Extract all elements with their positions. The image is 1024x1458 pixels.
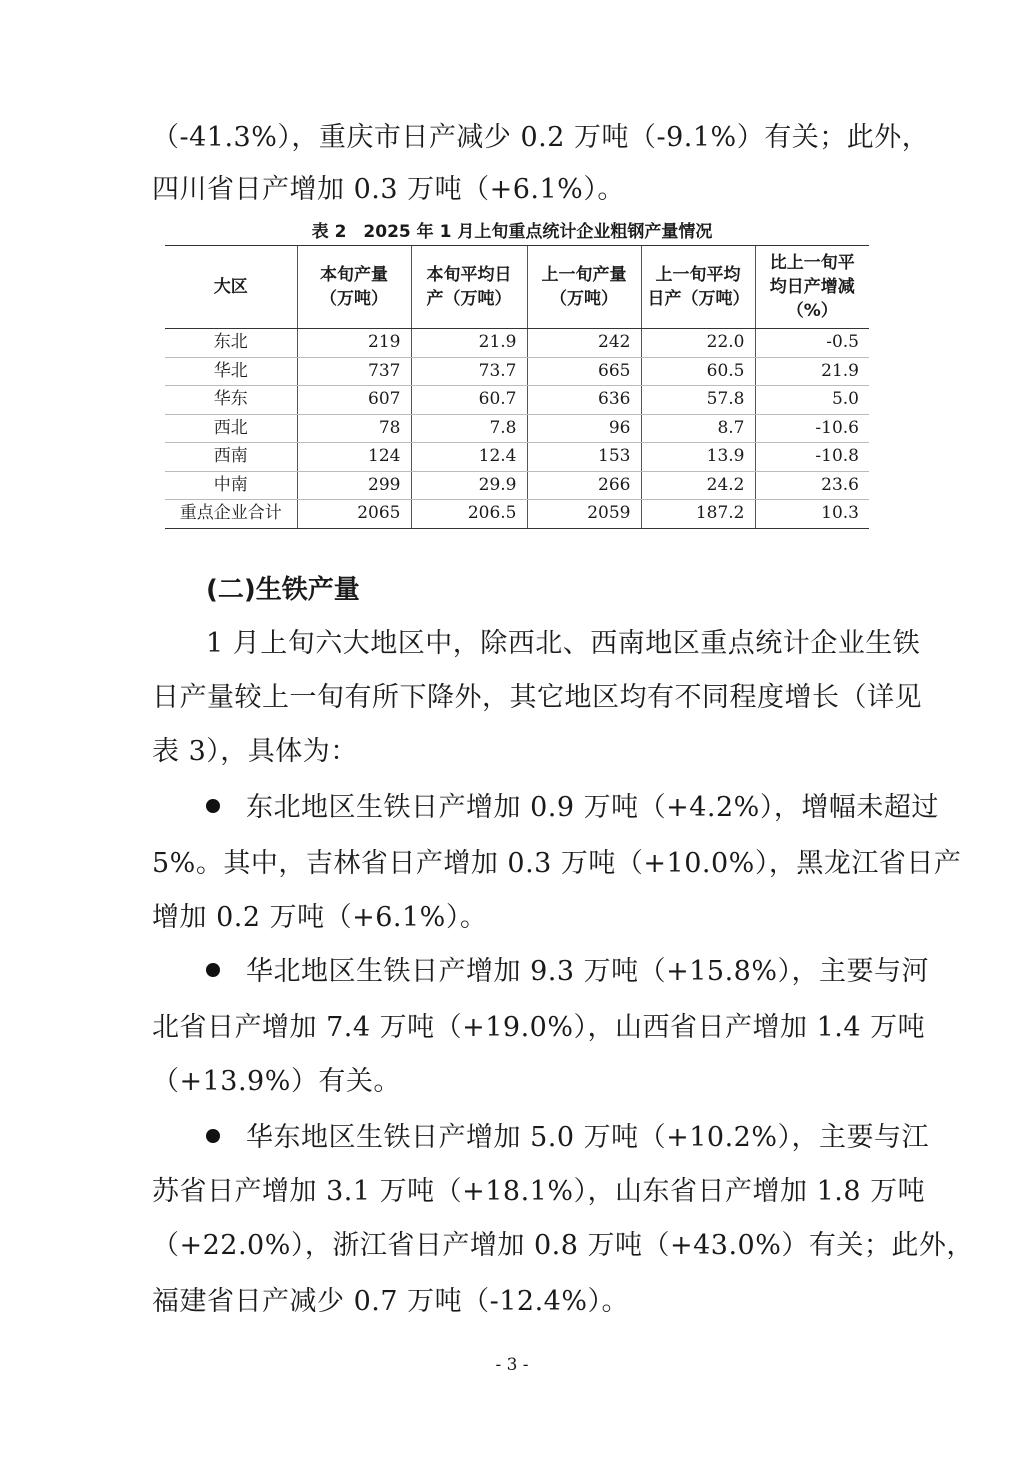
table-row	[165, 357, 869, 386]
cell-previous-avg: 13.9	[641, 443, 755, 472]
table-title: 表 2 2025 年 1 月上旬重点统计企业粗钢产量情况	[311, 222, 713, 242]
cell-previous-avg: 57.8	[641, 386, 755, 415]
cell-previous-avg: 187.2	[641, 500, 755, 529]
paragraph-line: 1 月上旬六大地区中，除西北、西南地区重点统计企业生铁	[206, 628, 921, 659]
table-header-row	[165, 246, 869, 329]
header-change-percent: 比上一旬平 均日产增减 （%）	[755, 246, 869, 329]
cell-change: -10.6	[755, 414, 869, 443]
cell-previous-avg: 8.7	[641, 414, 755, 443]
cell-current: 299	[297, 471, 411, 500]
bullet-text: 华东地区生铁日产增加 5.0 万吨（+10.2%），主要与江	[246, 1122, 929, 1153]
section-heading: (二)生铁产量	[206, 575, 360, 605]
paragraph-line: 增加 0.2 万吨（+6.1%）。	[152, 902, 488, 933]
cell-current-avg: 60.7	[411, 386, 527, 415]
table-row	[165, 329, 869, 358]
cell-region: 西北	[165, 414, 297, 443]
header-previous-daily-avg: 上一旬平均 日产（万吨）	[641, 246, 755, 329]
cell-previous: 636	[527, 386, 641, 415]
cell-previous: 153	[527, 443, 641, 472]
paragraph-line: 表 3），具体为：	[152, 736, 358, 767]
cell-region: 中南	[165, 471, 297, 500]
header-region: 大区	[165, 246, 297, 329]
cell-region: 重点企业合计	[165, 500, 297, 529]
bullet-icon	[206, 799, 220, 813]
cell-region: 东北	[165, 329, 297, 358]
paragraph-line: 北省日产增加 7.4 万吨（+19.0%），山西省日产增加 1.4 万吨	[152, 1012, 926, 1043]
table-row	[165, 471, 869, 500]
bullet-item	[206, 1120, 936, 1156]
page-number: - 3 -	[495, 1355, 529, 1375]
cell-current-avg: 21.9	[411, 329, 527, 358]
cell-previous: 665	[527, 357, 641, 386]
cell-region: 华北	[165, 357, 297, 386]
header-previous-output: 上一旬产量 （万吨）	[527, 246, 641, 329]
cell-change: 21.9	[755, 357, 869, 386]
cell-current-avg: 206.5	[411, 500, 527, 529]
cell-change: 10.3	[755, 500, 869, 529]
bullet-text: 东北地区生铁日产增加 0.9 万吨（+4.2%），增幅未超过	[246, 792, 939, 823]
cell-change: 23.6	[755, 471, 869, 500]
cell-current-avg: 73.7	[411, 357, 527, 386]
cell-previous: 2059	[527, 500, 641, 529]
steel-output-table	[165, 245, 869, 529]
table-row	[165, 386, 869, 415]
cell-previous-avg: 22.0	[641, 329, 755, 358]
cell-current: 2065	[297, 500, 411, 529]
paragraph-line: 四川省日产增加 0.3 万吨（+6.1%）。	[152, 174, 625, 205]
cell-region: 华东	[165, 386, 297, 415]
cell-previous-avg: 60.5	[641, 357, 755, 386]
header-current-output: 本旬产量 （万吨）	[297, 246, 411, 329]
cell-change: -10.8	[755, 443, 869, 472]
paragraph-line: 福建省日产减少 0.7 万吨（-12.4%）。	[152, 1286, 629, 1317]
paragraph-line: 苏省日产增加 3.1 万吨（+18.1%），山东省日产增加 1.8 万吨	[152, 1176, 926, 1207]
table-row	[165, 414, 869, 443]
cell-current: 78	[297, 414, 411, 443]
cell-previous: 242	[527, 329, 641, 358]
bullet-item	[206, 954, 936, 990]
cell-region: 西南	[165, 443, 297, 472]
bullet-text: 华北地区生铁日产增加 9.3 万吨（+15.8%），主要与河	[246, 956, 929, 987]
cell-previous: 96	[527, 414, 641, 443]
table-row	[165, 500, 869, 529]
cell-previous-avg: 24.2	[641, 471, 755, 500]
paragraph-line: （-41.3%），重庆市日产减少 0.2 万吨（-9.1%）有关；此外，	[152, 122, 930, 153]
cell-current: 607	[297, 386, 411, 415]
bullet-icon	[206, 963, 220, 977]
paragraph-line: （+22.0%），浙江省日产增加 0.8 万吨（+43.0%）有关；此外，	[152, 1230, 974, 1261]
paragraph-line: 5%。其中，吉林省日产增加 0.3 万吨（+10.0%），黑龙江省日产	[152, 848, 962, 879]
cell-previous: 266	[527, 471, 641, 500]
cell-change: -0.5	[755, 329, 869, 358]
bullet-item	[206, 790, 939, 826]
paragraph-line: （+13.9%）有关。	[152, 1066, 401, 1097]
cell-current: 219	[297, 329, 411, 358]
cell-current: 124	[297, 443, 411, 472]
cell-change: 5.0	[755, 386, 869, 415]
cell-current-avg: 29.9	[411, 471, 527, 500]
cell-current-avg: 12.4	[411, 443, 527, 472]
paragraph-line: 日产量较上一旬有所下降外，其它地区均有不同程度增长（详见	[152, 682, 922, 713]
bullet-icon	[206, 1129, 220, 1143]
cell-current-avg: 7.8	[411, 414, 527, 443]
header-current-daily-avg: 本旬平均日 产（万吨）	[411, 246, 527, 329]
table-row	[165, 443, 869, 472]
cell-current: 737	[297, 357, 411, 386]
